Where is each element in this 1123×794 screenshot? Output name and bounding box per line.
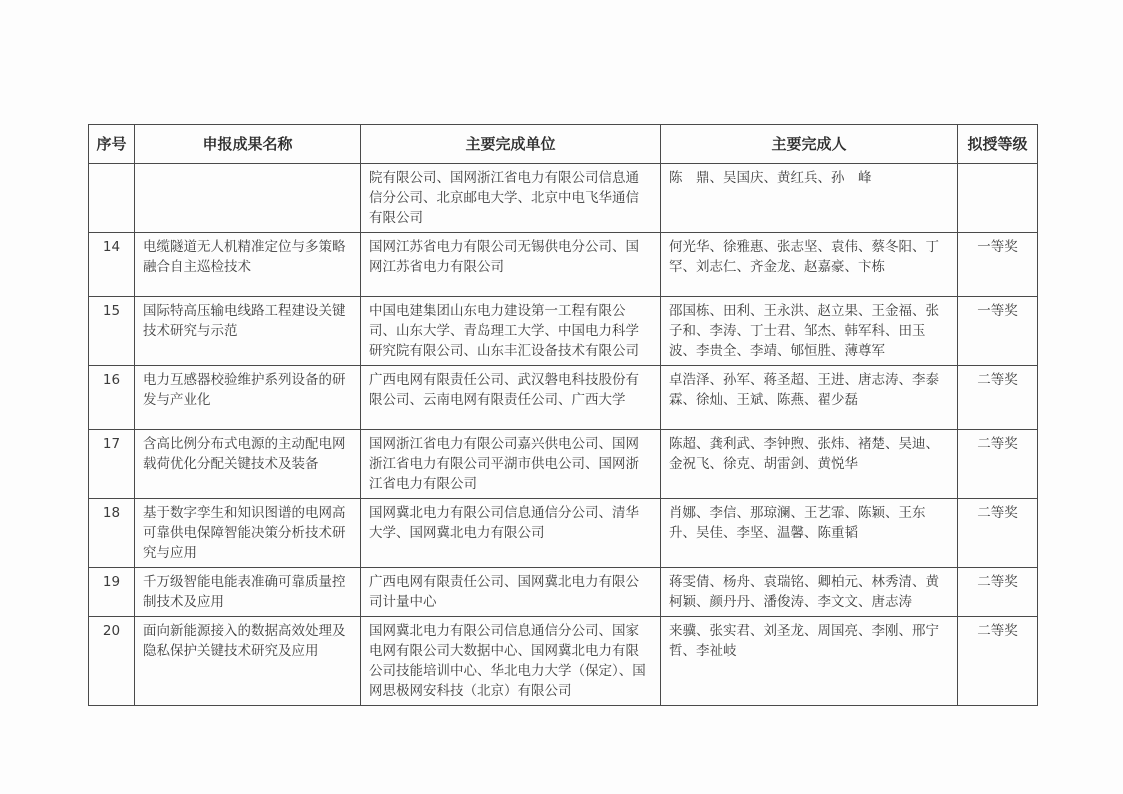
cell-units: 国网冀北电力有限公司信息通信分公司、国家电网有限公司大数据中心、国网冀北电力有限公司技能培训中心、华北电力大学（保定）、国网思极网安科技（北京）有限公司: [361, 617, 661, 706]
cell-award-level: 一等奖: [958, 233, 1038, 297]
cell-project-name: 面向新能源接入的数据高效处理及隐私保护关键技术研究及应用: [135, 617, 361, 706]
column-header-people: 主要完成人: [661, 125, 958, 164]
table-row: [89, 568, 1038, 617]
cell-project-name: 含高比例分布式电源的主动配电网载荷优化分配关键技术及装备: [135, 430, 361, 499]
table-row: [89, 164, 1038, 233]
cell-project-name: 千万级智能电能表准确可靠质量控制技术及应用: [135, 568, 361, 617]
cell-serial: 17: [89, 430, 135, 499]
column-header-award-level: 拟授等级: [958, 125, 1038, 164]
cell-serial: 15: [89, 297, 135, 366]
cell-serial: [89, 164, 135, 233]
cell-people: 陈超、龚利武、李钟煦、张炜、褚楚、吴迪、金祝飞、徐克、胡雷剑、黄悦华: [661, 430, 958, 499]
cell-award-level: 二等奖: [958, 617, 1038, 706]
table-row: [89, 617, 1038, 706]
cell-units: 中国电建集团山东电力建设第一工程有限公司、山东大学、青岛理工大学、中国电力科学研究院有限公司、山东丰汇设备技术有限公司: [361, 297, 661, 366]
cell-serial: 19: [89, 568, 135, 617]
cell-people: 何光华、徐雅惠、张志坚、袁伟、蔡冬阳、丁罕、刘志仁、齐金龙、赵嘉豪、卞栋: [661, 233, 958, 297]
cell-award-level: 二等奖: [958, 568, 1038, 617]
column-header-units: 主要完成单位: [361, 125, 661, 164]
cell-serial: 18: [89, 499, 135, 568]
cell-serial: 20: [89, 617, 135, 706]
cell-units: 国网冀北电力有限公司信息通信分公司、清华大学、国网冀北电力有限公司: [361, 499, 661, 568]
award-results-table: [88, 124, 1038, 706]
cell-people: 邵国栋、田利、王永洪、赵立果、王金福、张子和、李涛、丁士君、邹杰、韩军科、田玉波、李贵全、李靖、郇恒胜、薄尊军: [661, 297, 958, 366]
cell-units: 国网江苏省电力有限公司无锡供电分公司、国网江苏省电力有限公司: [361, 233, 661, 297]
header-row: [89, 125, 1038, 164]
cell-units: 国网浙江省电力有限公司嘉兴供电公司、国网浙江省电力有限公司平湖市供电公司、国网浙江省电力有限公司: [361, 430, 661, 499]
cell-project-name: 基于数字孪生和知识图谱的电网高可靠供电保障智能决策分析技术研究与应用: [135, 499, 361, 568]
cell-units: 广西电网有限责任公司、武汉磐电科技股份有限公司、云南电网有限责任公司、广西大学: [361, 366, 661, 430]
cell-people: 陈 鼎、吴国庆、黄红兵、孙 峰: [661, 164, 958, 233]
column-header-project-name: 申报成果名称: [135, 125, 361, 164]
table-row: [89, 233, 1038, 297]
column-header-serial: 序号: [89, 125, 135, 164]
cell-people: 卓浩泽、孙军、蒋圣超、王进、唐志涛、李泰霖、徐灿、王斌、陈燕、翟少磊: [661, 366, 958, 430]
cell-serial: 14: [89, 233, 135, 297]
cell-project-name: 国际特高压输电线路工程建设关键技术研究与示范: [135, 297, 361, 366]
cell-award-level: 二等奖: [958, 366, 1038, 430]
table-row: [89, 366, 1038, 430]
cell-serial: 16: [89, 366, 135, 430]
cell-people: 蒋雯倩、杨舟、袁瑞铭、卿柏元、林秀清、黄柯颖、颜丹丹、潘俊涛、李文文、唐志涛: [661, 568, 958, 617]
cell-award-level: 二等奖: [958, 499, 1038, 568]
cell-units: 广西电网有限责任公司、国网冀北电力有限公司计量中心: [361, 568, 661, 617]
cell-people: 来骥、张实君、刘圣龙、周国亮、李刚、邢宁哲、李祉岐: [661, 617, 958, 706]
cell-project-name: 电缆隧道无人机精准定位与多策略融合自主巡检技术: [135, 233, 361, 297]
cell-units: 院有限公司、国网浙江省电力有限公司信息通信分公司、北京邮电大学、北京中电飞华通信有限公司: [361, 164, 661, 233]
cell-award-level: 二等奖: [958, 430, 1038, 499]
cell-people: 肖娜、李信、那琼澜、王艺霏、陈颖、王东升、吴佳、李坚、温馨、陈重韬: [661, 499, 958, 568]
cell-project-name: 电力互感器校验维护系列设备的研发与产业化: [135, 366, 361, 430]
table-row: [89, 499, 1038, 568]
cell-award-level: 一等奖: [958, 297, 1038, 366]
cell-project-name: [135, 164, 361, 233]
cell-award-level: [958, 164, 1038, 233]
table-row: [89, 430, 1038, 499]
table-row: [89, 297, 1038, 366]
